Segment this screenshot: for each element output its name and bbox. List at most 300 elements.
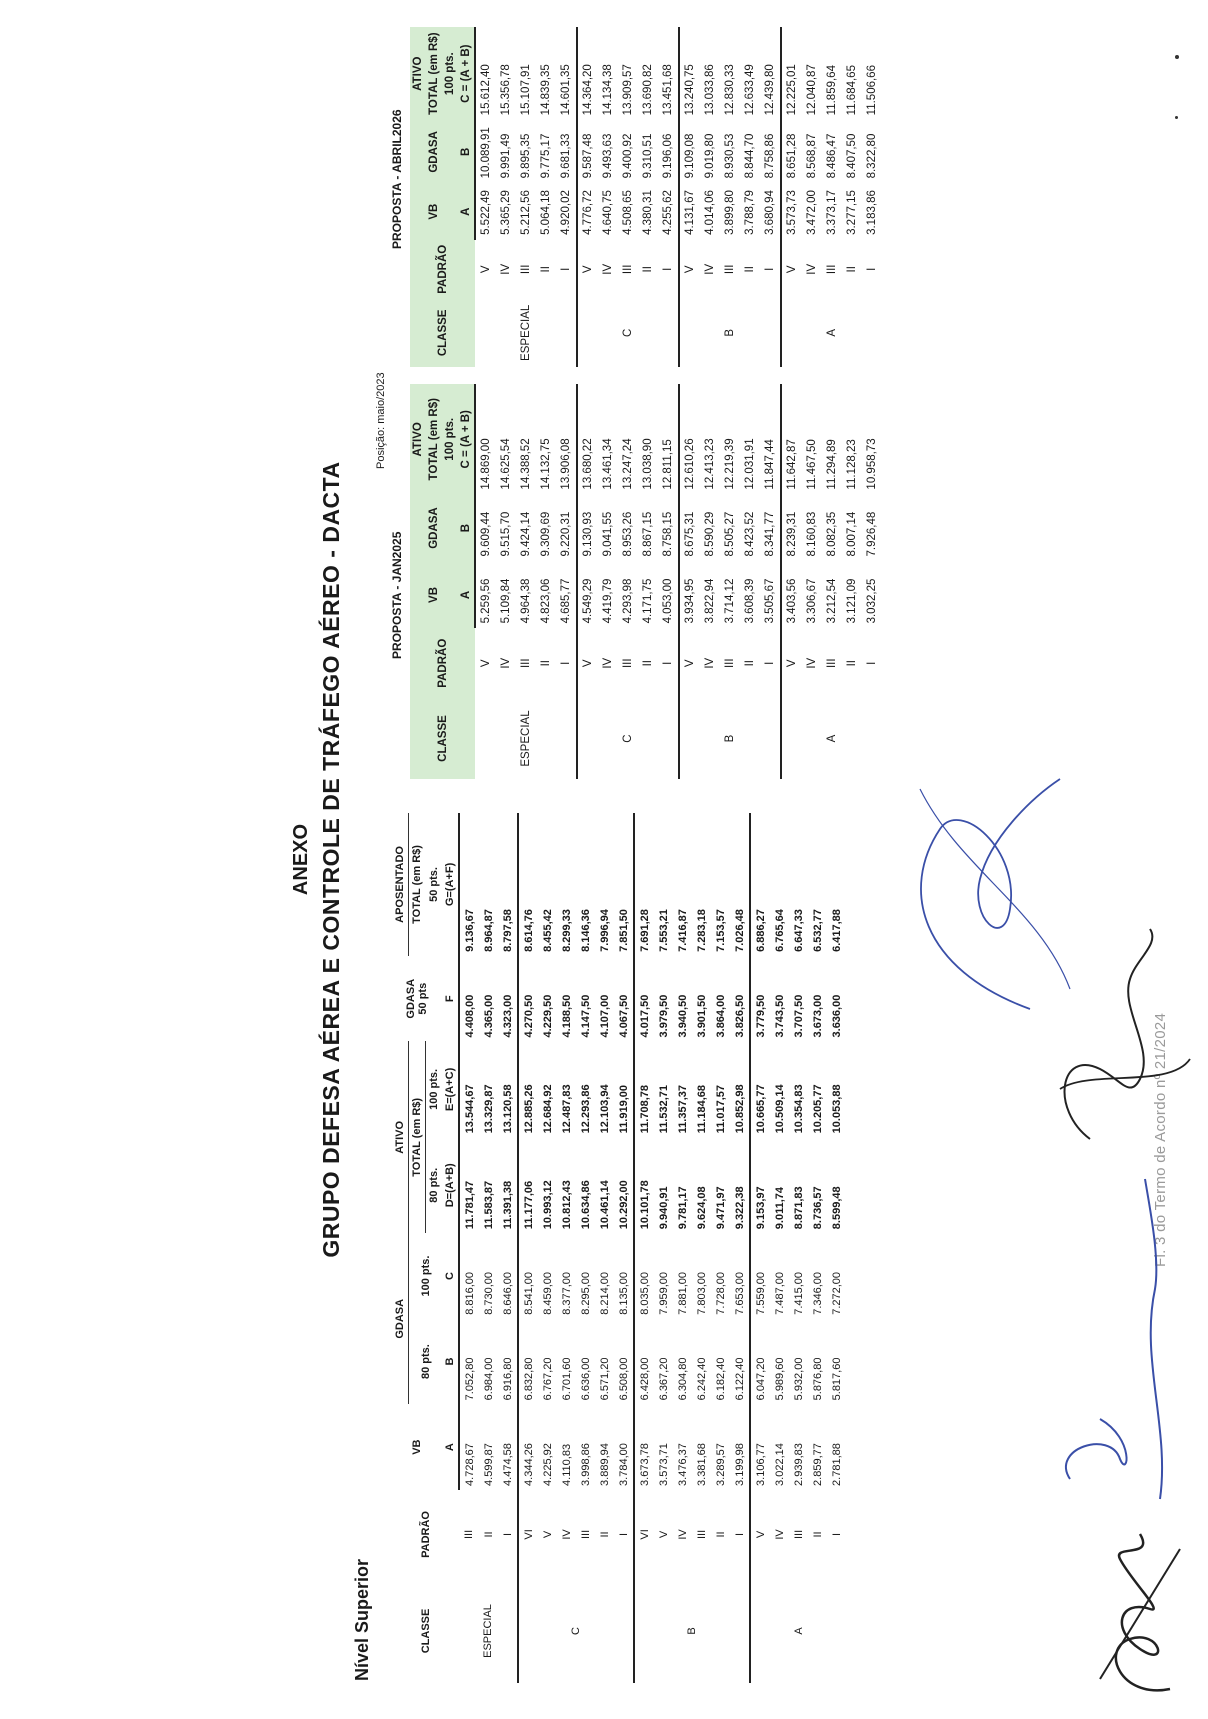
value-cell: 11.532,71	[657, 1085, 670, 1134]
table-row	[750, 813, 770, 1683]
value-cell: 3.573,73	[786, 190, 798, 235]
value-cell: 9.587,48	[582, 133, 594, 179]
th-col-b: B	[458, 495, 475, 562]
th-col-b: B	[442, 1319, 459, 1405]
value-cell: 10.354,83	[792, 1084, 805, 1134]
value-cell: 3.889,94	[598, 1443, 611, 1486]
value-cell: 11.391,38	[498, 1137, 518, 1233]
value-cell: 13.690,82	[642, 64, 654, 116]
value-cell: 8.299,33	[560, 909, 573, 952]
padrao-cell: I	[760, 240, 781, 299]
padrao-cell: I	[556, 240, 577, 299]
padrao-cell: III	[622, 658, 634, 669]
padrao-cell: IV	[500, 657, 512, 669]
padrao-cell: III	[724, 264, 736, 275]
value-cell: 6.428,00	[638, 1357, 651, 1401]
value-cell: 8.614,76	[522, 909, 535, 952]
value-cell: 3.826,50	[730, 956, 750, 1042]
value-cell: 8.964,87	[482, 909, 495, 952]
value-cell: 3.106,77	[754, 1443, 767, 1486]
table-row	[538, 813, 557, 1683]
value-cell: 3.381,68	[695, 1443, 708, 1486]
th-ativo: ATIVO	[410, 384, 426, 495]
value-cell: 3.608,39	[744, 578, 756, 624]
value-cell: 3.403,56	[786, 578, 798, 624]
value-cell: 3.673,00	[811, 994, 824, 1038]
value-cell: 3.212,54	[826, 578, 838, 624]
table-row	[475, 27, 496, 367]
value-cell: 7.926,48	[866, 511, 878, 557]
value-cell: 3.979,50	[657, 994, 670, 1038]
classe-cell: B	[679, 698, 781, 779]
value-cell: 7.052,80	[463, 1357, 476, 1401]
th-col-a: A	[458, 561, 475, 628]
value-cell: 12.225,01	[786, 64, 798, 116]
value-cell: 12.413,23	[704, 438, 716, 490]
value-cell: 10.205,77	[811, 1084, 824, 1134]
value-cell: 9.781,17	[676, 1186, 689, 1230]
value-cell: 5.522,49	[480, 190, 492, 235]
th-col-b: B	[458, 120, 475, 183]
value-cell: 6.916,80	[498, 1319, 518, 1405]
th-pts: 100 pts.	[442, 384, 458, 495]
value-cell: 8.007,14	[846, 511, 858, 557]
table-row	[614, 813, 634, 1683]
value-cell: 12.439,80	[760, 27, 781, 120]
value-cell: 8.214,00	[598, 1271, 611, 1315]
padrao-cell: IV	[602, 263, 614, 275]
value-cell: 4.408,00	[463, 994, 476, 1038]
value-cell: 13.240,75	[684, 64, 696, 116]
padrao-cell: III	[724, 658, 736, 669]
table-row	[770, 813, 789, 1683]
value-cell: 8.035,00	[638, 1271, 651, 1315]
padrao-cell: IV	[676, 1529, 689, 1540]
padrao-cell: II	[744, 266, 756, 273]
value-cell: 7.803,00	[695, 1271, 708, 1315]
value-cell: 2.781,88	[830, 1443, 843, 1486]
value-cell: 11.708,78	[638, 1085, 651, 1134]
padrao-cell: I	[556, 628, 577, 698]
table-row	[679, 27, 700, 367]
value-cell: 3.673,78	[638, 1443, 651, 1486]
value-cell: 14.388,52	[520, 438, 532, 490]
value-cell: 2.939,83	[792, 1443, 805, 1486]
value-cell: 3.822,94	[704, 578, 716, 624]
th-col-e: E=(A+C)	[442, 1041, 459, 1137]
padrao-cell: V	[786, 659, 798, 668]
value-cell: 9.400,92	[622, 133, 634, 179]
value-cell: 4.920,02	[556, 183, 577, 239]
th-padrao: PADRÃO	[410, 628, 475, 698]
padrao-cell: III	[622, 264, 634, 275]
proposta-abril2026-title: PROPOSTA - ABRIL2026	[390, 109, 404, 249]
value-cell: 3.636,00	[830, 994, 843, 1038]
value-cell: 4.344,26	[522, 1443, 535, 1486]
signature-4	[880, 769, 1080, 1029]
value-cell: 8.295,00	[579, 1271, 592, 1315]
value-cell: 9.322,38	[730, 1137, 750, 1233]
th-pts: 100 pts.	[442, 27, 458, 120]
value-cell: 4.255,62	[658, 183, 679, 239]
value-cell: 10.089,91	[480, 127, 492, 179]
th-col-c: C = (A + B)	[458, 27, 475, 120]
value-cell: 11.859,64	[826, 65, 838, 116]
value-cell: 11.684,65	[846, 65, 858, 116]
value-cell: 7.851,50	[614, 813, 634, 956]
th-classe: CLASSE	[419, 1608, 432, 1654]
value-cell: 10.993,12	[541, 1180, 554, 1230]
value-cell: 8.797,58	[498, 813, 518, 956]
value-cell: 13.247,24	[622, 438, 634, 490]
table-row	[730, 813, 750, 1683]
page-title: GRUPO DEFESA AÉREA E CONTROLE DE TRÁFEGO AÉREO - DACTA	[318, 461, 344, 1258]
table-row	[781, 384, 802, 779]
classe-cell: A	[792, 1627, 805, 1635]
value-cell: 14.625,54	[500, 438, 512, 490]
classe-cell: ESPECIAL	[475, 299, 577, 367]
value-cell: 7.553,21	[657, 909, 670, 952]
padrao-cell: II	[598, 1531, 611, 1538]
value-cell: 8.646,00	[498, 1233, 518, 1319]
value-cell: 6.304,80	[676, 1357, 689, 1401]
value-cell: 15.356,78	[500, 64, 512, 116]
value-cell: 8.322,80	[866, 133, 878, 179]
value-cell: 9.991,49	[500, 133, 512, 179]
padrao-cell: III	[826, 264, 838, 275]
signature-1	[1060, 1509, 1190, 1709]
value-cell: 3.901,50	[695, 994, 708, 1038]
value-cell: 8.953,26	[622, 511, 634, 557]
tabela-proposta-jan2025	[410, 384, 882, 779]
value-cell: 8.730,00	[482, 1271, 495, 1315]
value-cell: 15.612,40	[480, 64, 492, 116]
padrao-cell: III	[463, 1529, 475, 1540]
value-cell: 4.293,98	[622, 578, 634, 624]
value-cell: 10.812,43	[560, 1180, 573, 1230]
padrao-cell: V	[479, 659, 492, 668]
th-col-c: C	[442, 1233, 459, 1319]
value-cell: 9.310,51	[642, 133, 654, 179]
value-cell: 3.784,00	[614, 1404, 634, 1490]
value-cell: 6.182,40	[714, 1357, 727, 1401]
value-cell: 9.493,63	[602, 133, 614, 179]
padrao-cell: V	[657, 1530, 670, 1539]
value-cell: 4.823,06	[540, 578, 552, 624]
padrao-cell: IV	[806, 263, 818, 275]
padrao-cell: V	[479, 265, 492, 274]
padrao-cell: III	[695, 1529, 708, 1540]
table-row	[789, 813, 808, 1683]
th-t80: 80 pts.	[428, 1167, 440, 1203]
th-padrao: PADRÃO	[410, 240, 475, 299]
value-cell: 11.781,47	[463, 1180, 476, 1230]
padrao-cell: VI	[638, 1529, 651, 1540]
value-cell: 3.199,98	[730, 1404, 750, 1490]
value-cell: 7.416,87	[676, 909, 689, 952]
value-cell: 13.461,34	[602, 438, 614, 490]
value-cell: 3.277,15	[846, 190, 858, 235]
classe-cell: C	[518, 1579, 634, 1683]
value-cell: 3.899,80	[724, 190, 736, 235]
value-cell: 13.451,68	[658, 27, 679, 120]
value-cell: 4.640,75	[602, 190, 614, 235]
th-gdasa-100: 100 pts.	[419, 1255, 432, 1297]
padrao-cell: II	[846, 660, 858, 667]
value-cell: 3.864,00	[714, 994, 727, 1038]
padrao-cell: I	[760, 628, 781, 698]
value-cell: 7.415,00	[792, 1271, 805, 1315]
value-cell: 4.323,00	[498, 956, 518, 1042]
table-row	[654, 813, 673, 1683]
value-cell: 10.665,77	[754, 1084, 767, 1134]
value-cell: 4.053,00	[658, 561, 679, 628]
value-cell: 9.019,80	[704, 133, 716, 179]
padrao-cell: II	[540, 266, 552, 273]
value-cell: 9.153,97	[754, 1186, 767, 1230]
value-cell: 9.609,44	[480, 511, 492, 557]
classe-cell: ESPECIAL	[475, 698, 577, 779]
value-cell: 5.932,00	[792, 1357, 805, 1401]
padrao-cell: IV	[806, 657, 818, 669]
value-cell: 5.365,29	[500, 190, 512, 235]
value-cell: 5.109,84	[500, 578, 512, 624]
value-cell: 9.940,91	[657, 1186, 670, 1230]
padrao-cell: II	[642, 660, 654, 667]
value-cell: 11.642,87	[786, 439, 798, 490]
value-cell: 7.283,18	[695, 909, 708, 952]
value-cell: 5.259,56	[480, 578, 492, 624]
th-gdasa: GDASA	[410, 495, 458, 562]
th-vb: VB	[411, 1439, 423, 1455]
value-cell: 3.940,50	[676, 994, 689, 1038]
signature-2	[1040, 1169, 1190, 1509]
value-cell: 3.998,86	[579, 1443, 592, 1486]
value-cell: 5.212,56	[520, 190, 532, 235]
th-aposentado: APOSENTADO	[392, 813, 409, 956]
value-cell: 4.685,77	[556, 561, 577, 628]
value-cell: 8.590,29	[704, 511, 716, 557]
value-cell: 9.220,31	[556, 495, 577, 562]
value-cell: 5.989,60	[773, 1357, 786, 1401]
value-cell: 8.341,77	[760, 495, 781, 562]
padrao-cell: I	[830, 1532, 843, 1536]
value-cell: 4.147,50	[579, 994, 592, 1038]
value-cell: 7.691,28	[638, 909, 651, 952]
padrao-cell: III	[520, 658, 532, 669]
value-cell: 3.680,94	[760, 183, 781, 239]
value-cell: 6.571,20	[598, 1357, 611, 1401]
table-row	[577, 384, 598, 779]
value-cell: 8.599,48	[830, 1186, 843, 1230]
value-cell: 8.455,42	[541, 909, 554, 952]
table-row	[475, 384, 496, 779]
th-col-g: G=(A+F)	[442, 813, 459, 956]
value-cell: 9.309,69	[540, 511, 552, 557]
th-gdasa-50: GDASA 50 pts	[405, 978, 429, 1019]
th-col-a: A	[442, 1404, 459, 1490]
th-total: TOTAL (em R$)	[426, 27, 442, 120]
value-cell: 4.776,72	[582, 190, 594, 235]
padrao-cell: I	[658, 240, 679, 299]
page-mark	[1175, 55, 1179, 59]
th-col-a: A	[458, 183, 475, 239]
th-apos-50: 50 pts.	[427, 867, 440, 902]
th-col-d: D=(A+B)	[442, 1137, 459, 1233]
value-cell: 3.707,50	[792, 994, 805, 1038]
value-cell: 9.424,14	[520, 511, 532, 557]
padrao-cell: II	[540, 660, 552, 667]
value-cell: 14.132,75	[540, 438, 552, 490]
value-cell: 2.859,77	[811, 1443, 824, 1486]
value-cell: 4.229,50	[541, 994, 554, 1038]
value-cell: 3.032,25	[866, 578, 878, 624]
value-cell: 7.272,00	[830, 1271, 843, 1315]
value-cell: 8.675,31	[684, 511, 696, 557]
value-cell: 9.130,93	[582, 511, 594, 557]
padrao-cell: V	[582, 659, 594, 668]
classe-cell: A	[826, 329, 838, 337]
value-cell: 4.508,65	[622, 190, 634, 235]
value-cell: 12.830,33	[724, 64, 736, 116]
value-cell: 4.419,79	[602, 578, 614, 624]
value-cell: 12.684,92	[541, 1084, 554, 1134]
value-cell: 4.014,06	[704, 190, 716, 235]
value-cell: 13.329,87	[482, 1084, 495, 1134]
value-cell: 4.549,29	[582, 578, 594, 624]
value-cell: 4.365,00	[482, 994, 495, 1038]
value-cell: 13.120,58	[498, 1041, 518, 1137]
value-cell: 8.082,35	[826, 511, 838, 557]
value-cell: 12.487,83	[560, 1084, 573, 1134]
value-cell: 11.357,37	[676, 1085, 689, 1134]
value-cell: 3.121,09	[846, 578, 858, 624]
value-cell: 6.886,27	[754, 909, 767, 952]
padrao-cell: I	[498, 1490, 518, 1579]
padrao-cell: I	[614, 1490, 634, 1579]
value-cell: 8.486,47	[826, 133, 838, 179]
value-cell: 4.270,50	[522, 994, 535, 1038]
th-vb: VB	[410, 561, 458, 628]
padrao-cell: VI	[522, 1529, 535, 1540]
value-cell: 11.294,89	[826, 439, 838, 490]
classe-cell: C	[577, 698, 679, 779]
value-cell: 11.177,06	[522, 1180, 535, 1230]
th-padrao: PADRÃO	[419, 1511, 432, 1558]
value-cell: 4.728,67	[463, 1443, 476, 1486]
tabela-maio-2023-body	[459, 813, 846, 1683]
th-t100: 100 pts.	[428, 1068, 440, 1110]
padrao-cell: II	[811, 1531, 824, 1538]
value-cell: 9.624,08	[695, 1186, 708, 1230]
value-cell: 3.573,71	[657, 1443, 670, 1486]
proposta-jan2025-title: PROPOSTA - JAN2025	[390, 531, 404, 659]
value-cell: 6.767,20	[541, 1357, 554, 1401]
padrao-cell: I	[866, 267, 878, 271]
value-cell: 11.017,57	[714, 1085, 727, 1134]
value-cell: 4.474,58	[498, 1404, 518, 1490]
padrao-cell: IV	[773, 1529, 786, 1540]
padrao-cell: I	[866, 661, 878, 665]
th-total: TOTAL (em R$)	[426, 384, 442, 495]
value-cell: 14.364,20	[582, 64, 594, 116]
value-cell: 3.476,37	[676, 1443, 689, 1486]
posicao-label: Posição: maio/2023	[375, 372, 387, 469]
value-cell: 3.743,50	[773, 994, 786, 1038]
value-cell: 6.647,33	[792, 909, 805, 952]
value-cell: 8.816,00	[463, 1271, 476, 1315]
value-cell: 15.107,91	[520, 64, 532, 116]
value-cell: 9.136,67	[463, 909, 476, 952]
value-cell: 12.219,39	[724, 438, 736, 490]
value-cell: 7.996,94	[598, 909, 611, 952]
value-cell: 8.568,87	[806, 133, 818, 179]
value-cell: 12.031,91	[744, 438, 756, 490]
th-classe: CLASSE	[410, 299, 475, 367]
classe-cell: B	[679, 299, 781, 367]
value-cell: 5.064,18	[540, 190, 552, 235]
th-gdasa: GDASA	[392, 1233, 409, 1404]
value-cell: 13.906,08	[556, 384, 577, 495]
value-cell: 10.101,78	[638, 1180, 651, 1230]
padrao-cell: III	[826, 658, 838, 669]
padrao-cell: IV	[704, 657, 716, 669]
value-cell: 14.839,35	[540, 64, 552, 116]
table-row	[679, 384, 700, 779]
value-cell: 14.134,38	[602, 64, 614, 116]
padrao-cell: V	[541, 1530, 554, 1539]
value-cell: 8.505,27	[724, 511, 736, 557]
value-cell: 3.472,00	[806, 190, 818, 235]
value-cell: 10.509,14	[773, 1084, 786, 1134]
value-cell: 14.869,00	[480, 438, 492, 490]
value-cell: 8.377,00	[560, 1271, 573, 1315]
value-cell: 4.067,50	[614, 956, 634, 1042]
value-cell: 8.423,52	[744, 511, 756, 557]
footer-note: Fl. 3 do Termo de Acordo nº 21/2024	[1152, 1012, 1169, 1267]
value-cell: 12.811,15	[658, 384, 679, 495]
padrao-cell: IV	[704, 263, 716, 275]
value-cell: 8.407,50	[846, 133, 858, 179]
th-col-c: C = (A + B)	[458, 384, 475, 495]
value-cell: 3.934,95	[684, 578, 696, 624]
value-cell: 9.109,08	[684, 133, 696, 179]
table-row	[692, 813, 711, 1683]
value-cell: 13.680,22	[582, 438, 594, 490]
value-cell: 9.775,17	[540, 133, 552, 179]
tabela-proposta-jan2025-body	[475, 384, 882, 779]
classe-cell: C	[577, 299, 679, 367]
th-apos-total: TOTAL (em R$)	[411, 845, 424, 924]
value-cell: 7.487,00	[773, 1271, 786, 1315]
value-cell: 8.871,83	[792, 1186, 805, 1230]
value-cell: 13.544,67	[463, 1084, 476, 1134]
value-cell: 6.636,00	[579, 1357, 592, 1401]
value-cell: 12.293,86	[579, 1084, 592, 1134]
padrao-cell: II	[714, 1531, 727, 1538]
value-cell: 8.135,00	[614, 1233, 634, 1319]
value-cell: 3.373,17	[826, 190, 838, 235]
value-cell: 13.909,57	[622, 64, 634, 116]
value-cell: 3.779,50	[754, 994, 767, 1038]
value-cell: 8.541,00	[522, 1271, 535, 1315]
padrao-cell: III	[792, 1529, 805, 1540]
tabela-proposta-abril2026-body	[475, 27, 882, 367]
table-row	[498, 813, 518, 1683]
value-cell: 4.131,67	[684, 190, 696, 235]
value-cell: 6.508,00	[614, 1319, 634, 1405]
value-cell: 4.188,50	[560, 994, 573, 1038]
